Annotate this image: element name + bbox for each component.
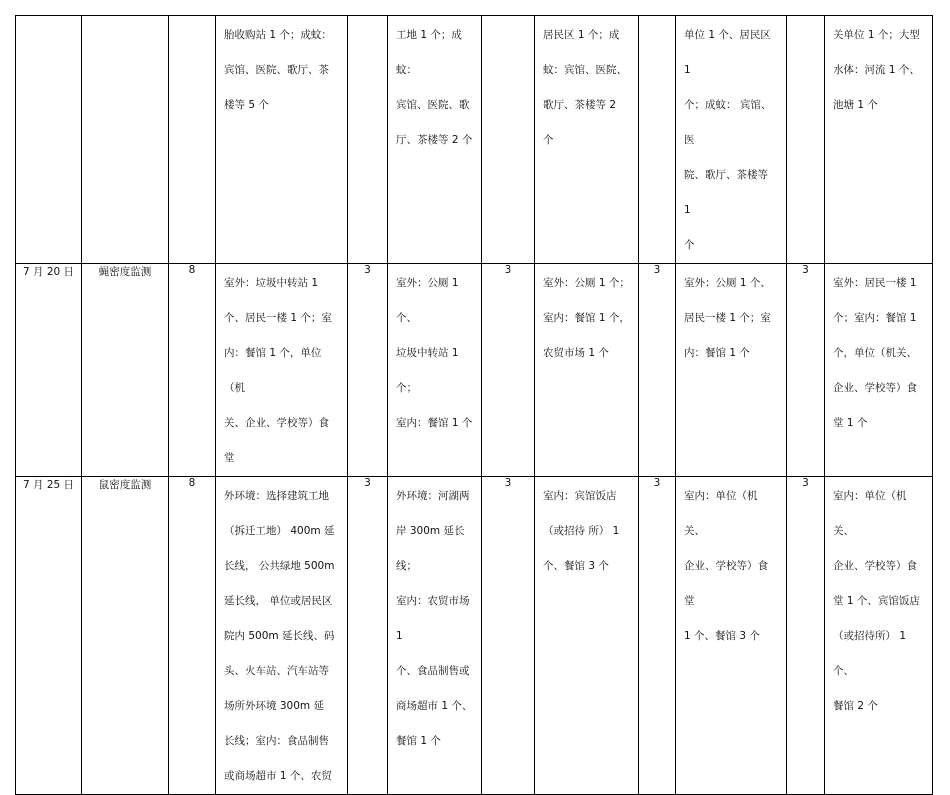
content-text: 室外：垃圾中转站 1 个、居民一楼 1 个；室 内：餐馆 1 个，单位（机 关、企业、学校等）食 堂 (224, 277, 332, 464)
content-text: 外环境：选择建筑工地 （拆迁工地） 400m 延 长线， 公共绿地 500m 延长线， 单位或居民区 院内 500m 延长线、码 头、火车站、汽车站等 场所外环境 300m 延 长线；室内：食品制售 或商场超市 1 个、农贸 (224, 490, 335, 782)
number-cell (348, 16, 388, 264)
date-cell: 7 月 25 日 (16, 477, 82, 795)
table-row (16, 477, 933, 795)
content-text: 室外：公厕 1 个； 室内：餐馆 1 个， 农贸市场 1 个 (543, 277, 630, 359)
content-text: 室外：公厕 1 个、 垃圾中转站 1 个； 室内：餐馆 1 个 (396, 277, 473, 429)
number-cell: 3 (482, 477, 535, 795)
monitoring-table (15, 15, 933, 795)
table-row (16, 16, 933, 264)
number-cell (787, 16, 825, 264)
content-text: 室内：宾馆饭店 （或招待 所） 1 个、餐馆 3 个 (543, 490, 620, 572)
content-cell (388, 16, 482, 264)
content-cell (216, 16, 348, 264)
count-cell: 8 (169, 477, 216, 795)
content-text: 室内：单位（机关、 企业、学校等）食 堂 1 个、宾馆饭店 （或招待所） 1 个、 餐馆 2 个 (833, 490, 920, 712)
content-cell (216, 477, 348, 795)
content-text: 关单位 1 个；大型 水体：河流 1 个、 池塘 1 个 (833, 29, 920, 111)
number-cell: 3 (787, 477, 825, 795)
content-cell (676, 477, 787, 795)
number-cell: 3 (348, 264, 388, 477)
item-cell: 蝇密度监测 (82, 264, 169, 477)
content-cell (825, 264, 933, 477)
number-cell (482, 16, 535, 264)
date-cell (16, 16, 82, 264)
content-text: 室外：公厕 1 个、 居民一楼 1 个；室 内：餐馆 1 个 (684, 277, 771, 359)
content-cell (535, 264, 639, 477)
content-text: 居民区 1 个；成 蚊：宾馆、医院、 歌厅、茶楼等 2 个 (543, 29, 627, 146)
content-cell (676, 264, 787, 477)
item-cell (82, 16, 169, 264)
content-cell (388, 264, 482, 477)
number-cell: 3 (639, 477, 676, 795)
count-cell: 8 (169, 264, 216, 477)
content-cell (535, 477, 639, 795)
number-cell: 3 (348, 477, 388, 795)
content-cell (535, 16, 639, 264)
content-cell (388, 477, 482, 795)
content-cell (825, 477, 933, 795)
content-text: 胎收购站 1 个；成蚊： 宾馆、医院、歌厅、茶 楼等 5 个 (224, 29, 332, 111)
content-cell (676, 16, 787, 264)
content-text: 单位 1 个、居民区 1 个；成蚊： 宾馆、医 院、歌厅、茶楼等 1 个 (684, 29, 772, 251)
table-row (16, 264, 933, 477)
number-cell: 3 (787, 264, 825, 477)
content-text: 室内：单位（机关、 企业、学校等）食堂 1 个、餐馆 3 个 (684, 490, 768, 642)
content-text: 工地 1 个；成蚊： 宾馆、医院、歌 厅、茶楼等 2 个 (396, 29, 473, 146)
count-cell (169, 16, 216, 264)
content-cell (825, 16, 933, 264)
item-cell: 鼠密度监测 (82, 477, 169, 795)
number-cell: 3 (482, 264, 535, 477)
content-text: 室外：居民一楼 1 个；室内：餐馆 1 个，单位（机关、 企业、学校等）食 堂 1 个 (833, 277, 917, 429)
number-cell (639, 16, 676, 264)
content-cell (216, 264, 348, 477)
content-text: 外环境：河湖两 岸 300m 延长线； 室内：农贸市场 1 个、食品制售或 商场超市 1 个、 餐馆 1 个 (396, 490, 473, 747)
number-cell: 3 (639, 264, 676, 477)
date-cell: 7 月 20 日 (16, 264, 82, 477)
